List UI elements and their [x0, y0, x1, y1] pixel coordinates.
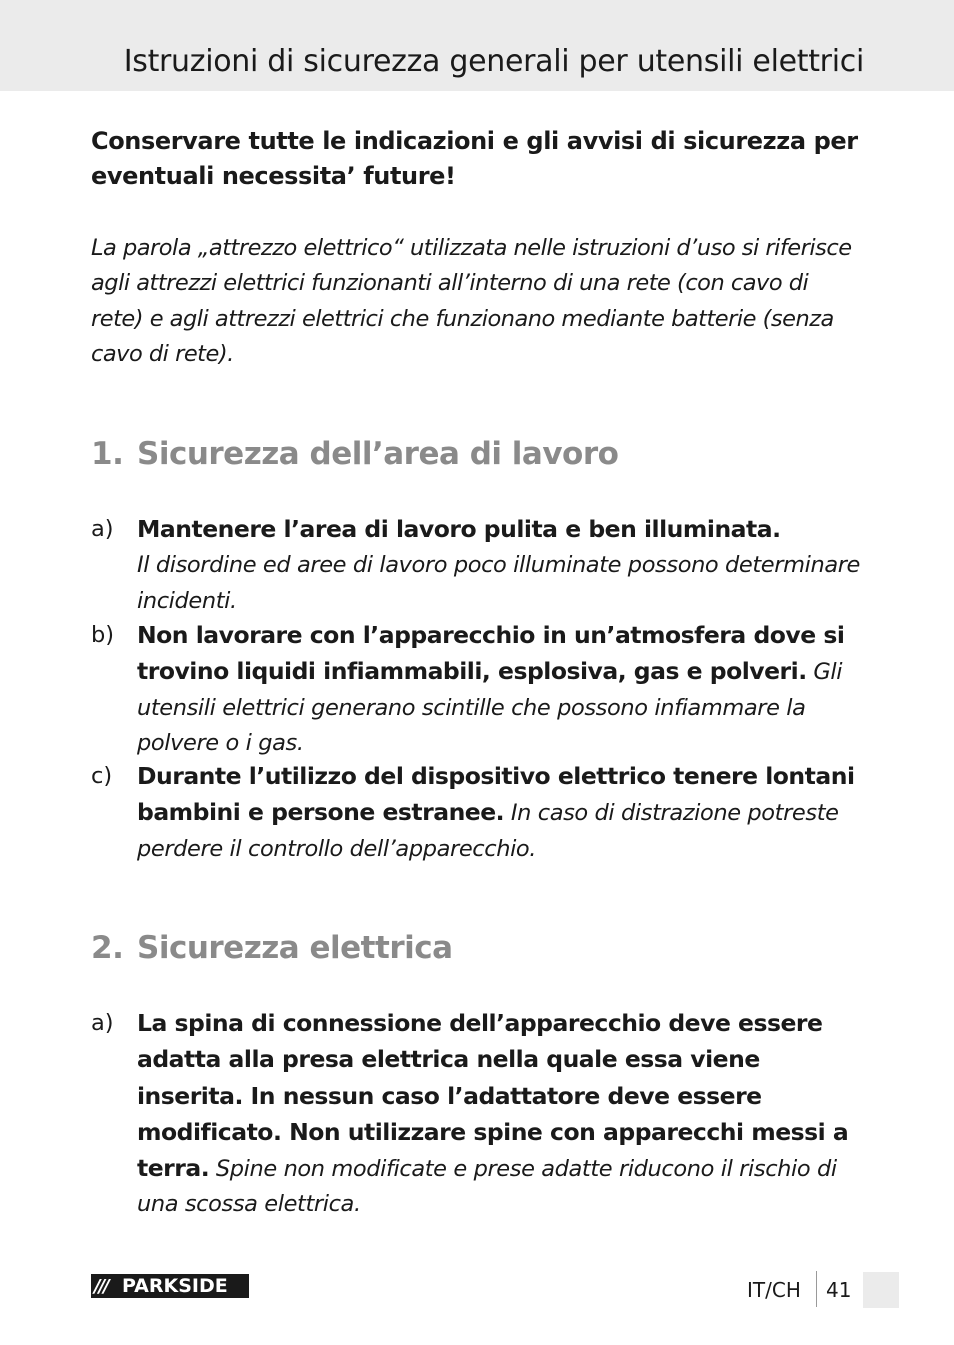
item-italic-text: In caso di distrazione potreste perdere il controllo dell’apparecchio.	[137, 800, 839, 862]
footer-tab-box	[863, 1272, 899, 1308]
item-bold-text: La spina di connessione dell’apparecchio deve essere adatta alla presa elettrica nella quale essa viene inserita. In nessun caso l’adattatore deve essere modificato. Non utilizzare spine con apparecchi messi a terra.	[137, 1009, 849, 1183]
logo-slashes: ///	[94, 1275, 108, 1297]
intro-note: La parola „attrezzo elettrico“ utilizzata nelle istruzioni d’uso si riferisce agli attrezzi elettrici funzionanti all’interno di una rete (con cavo di rete) e agli attrezzi elettrici che funzionano mediante batterie (senza cavo di rete).	[91, 235, 852, 367]
item-label: c)	[91, 763, 113, 789]
intro-warning: Conservare tutte le indicazioni e gli avvisi di sicurezza per eventuali necessita’ future!	[91, 127, 858, 190]
item-italic-text: Spine non modificate e prese adatte riducono il rischio di una scossa elettrica.	[137, 1156, 837, 1218]
list-item	[91, 618, 866, 761]
page-number: 41	[826, 1278, 852, 1302]
language-code: IT/CH	[747, 1278, 801, 1302]
list-item	[91, 1006, 866, 1223]
section-number: 2.	[91, 930, 124, 966]
logo-brand: PARKSIDE	[122, 1275, 228, 1297]
item-bold-text: Mantenere l’area di lavoro pulita e ben illuminata.	[137, 515, 781, 543]
list-item	[91, 512, 866, 619]
item-bold-text: Non lavorare con l’apparecchio in un’atmosfera dove si trovino liquidi infiammabili, esplosiva, gas e polveri.	[137, 621, 845, 686]
item-label: a)	[91, 516, 114, 542]
item-label: b)	[91, 622, 115, 648]
section-heading-electrical	[91, 930, 453, 966]
page-title: Istruzioni di sicurezza generali per utensili elettrici	[123, 44, 864, 79]
footer-divider	[816, 1271, 817, 1307]
section-heading-work-area	[91, 436, 618, 472]
section-title: Sicurezza dell’area di lavoro	[137, 436, 619, 472]
parkside-logo	[91, 1274, 249, 1298]
item-bold-text: Durante l’utilizzo del dispositivo elettrico tenere lontani bambini e persone estranee.	[137, 762, 855, 827]
item-label: a)	[91, 1010, 114, 1036]
section-title: Sicurezza elettrica	[137, 930, 453, 966]
section-number: 1.	[91, 436, 124, 472]
list-item	[91, 759, 866, 867]
item-italic-text: Gli utensili elettrici generano scintille che possono infiammare la polvere o i gas.	[137, 659, 843, 756]
item-italic-text: Il disordine ed aree di lavoro poco illuminate possono determinare incidenti.	[137, 552, 860, 614]
